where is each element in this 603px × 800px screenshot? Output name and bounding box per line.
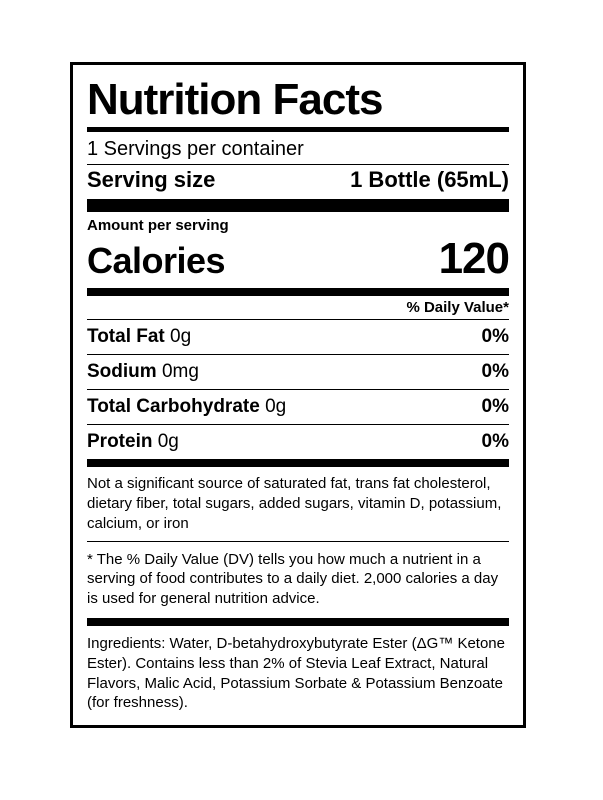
nutrient-name: Total Carbohydrate 0g bbox=[87, 396, 287, 418]
daily-value-footnote: * The % Daily Value (DV) tells you how much a nutrient in a serving of food contributes to a daily diet. 2,000 calories a day is used for general nutrition advice. bbox=[87, 550, 499, 608]
nutrition-facts-label bbox=[70, 62, 526, 728]
serving-size-row bbox=[87, 165, 509, 199]
nutrient-amount: 0mg bbox=[161, 361, 199, 383]
nutrient-daily-value: 0% bbox=[481, 361, 509, 383]
daily-value-header: % Daily Value* bbox=[406, 299, 509, 317]
servings-per-container: 1 Servings per container bbox=[87, 138, 304, 161]
divider-under-nutrients bbox=[87, 459, 509, 467]
table-row bbox=[87, 425, 509, 459]
table-row bbox=[87, 320, 509, 354]
nutrient-amount: 0g bbox=[265, 396, 287, 418]
nutrient-amount: 0g bbox=[157, 431, 179, 453]
nutrient-daily-value: 0% bbox=[481, 431, 509, 453]
table-row bbox=[87, 390, 509, 424]
nutrient-name: Total Fat 0g bbox=[87, 326, 192, 348]
divider-under-calories bbox=[87, 288, 509, 296]
divider-under-serving-size bbox=[87, 199, 509, 212]
not-significant-source-note: Not a significant source of saturated fat, trans fat cholesterol, dietary fiber, total sugars, added sugars, vitamin D, potassium, calcium, or iron bbox=[87, 475, 502, 532]
nutrient-daily-value: 0% bbox=[481, 396, 509, 418]
serving-size-label: Serving size bbox=[87, 167, 216, 193]
divider-under-footnote bbox=[87, 618, 509, 626]
nutrient-name: Protein 0g bbox=[87, 431, 179, 453]
amount-per-serving-label: Amount per serving bbox=[87, 217, 229, 235]
page-title: Nutrition Facts bbox=[87, 75, 383, 124]
serving-size-value: 1 Bottle (65mL) bbox=[350, 167, 509, 193]
nutrient-amount: 0g bbox=[170, 326, 192, 348]
table-row bbox=[87, 355, 509, 389]
nutrient-daily-value: 0% bbox=[481, 326, 509, 348]
calories-row bbox=[87, 234, 509, 288]
nutrient-name: Sodium 0mg bbox=[87, 361, 199, 383]
calories-value: 120 bbox=[438, 234, 509, 284]
calories-label: Calories bbox=[87, 240, 226, 282]
ingredients-text: Ingredients: Water, D-betahydroxybutyrate Ester (ΔG™ Ketone Ester). Contains less than 2% of Stevia Leaf Extract, Natural Flavors, Malic Acid, Potassium Sorbate & Potassium Benzoate (for freshness). bbox=[87, 634, 505, 712]
